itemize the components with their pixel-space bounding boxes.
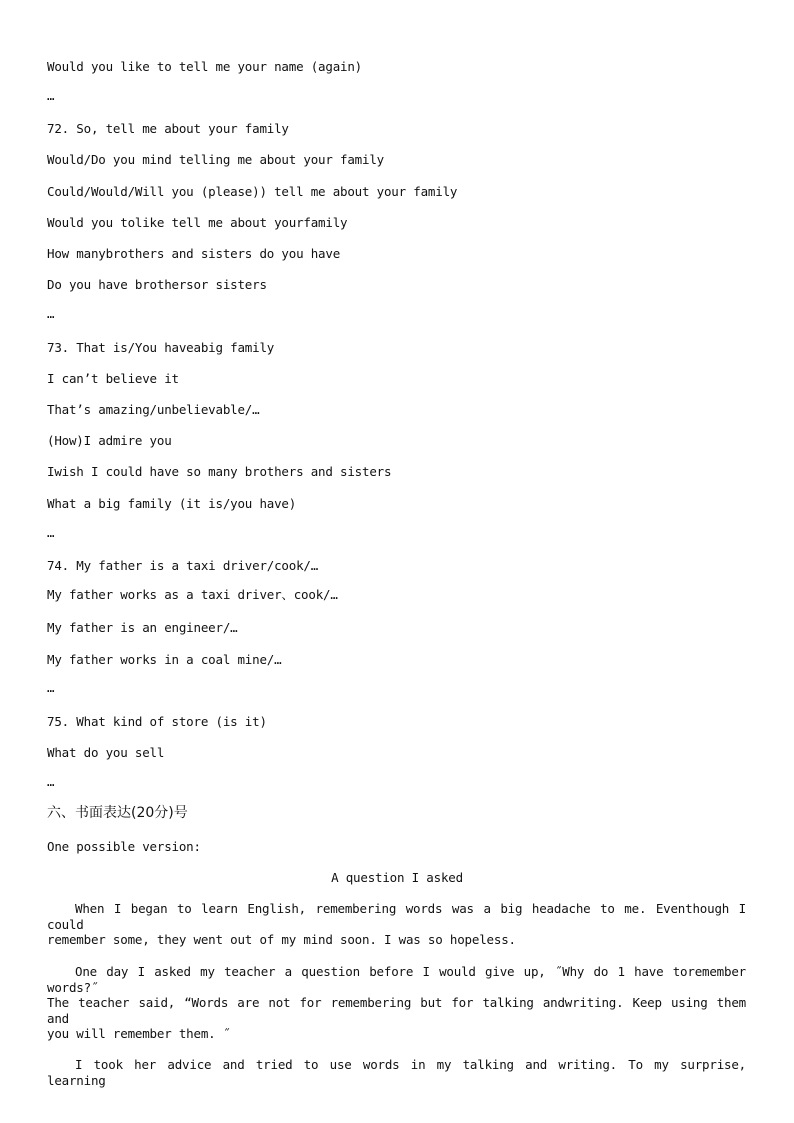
- essay-line: When I began to learn English, remembering words was a big headache to me. Eventhough I could: [47, 901, 746, 932]
- answer-line: Could/Would/Will you (please)) tell me about your family: [47, 184, 458, 199]
- answer-line: How manybrothers and sisters do you have: [47, 246, 341, 261]
- ellipsis-line: …: [47, 306, 55, 321]
- answer-line: Would/Do you mind telling me about your family: [47, 152, 384, 167]
- answer-line: 75. What kind of store (is it): [47, 714, 267, 729]
- essay-line: remember some, they went out of my mind soon. I was so hopeless.: [47, 932, 516, 947]
- answer-line: Would you tolike tell me about yourfamily: [47, 215, 348, 230]
- ellipsis-line: …: [47, 525, 55, 540]
- answer-line: I can’t believe it: [47, 371, 179, 386]
- essay-line: The teacher said, “Words are not for remembering but for talking andwriting. Keep using them and: [47, 995, 746, 1026]
- answer-line: What do you sell: [47, 745, 165, 760]
- answer-line: What a big family (it is/you have): [47, 496, 297, 511]
- answer-line: My father works as a taxi driver、cook/…: [47, 587, 338, 602]
- essay-title: A question I asked: [331, 870, 463, 885]
- answer-line: (How)I admire you: [47, 433, 172, 448]
- answer-line: Iwish I could have so many brothers and sisters: [47, 464, 392, 479]
- answer-line: Do you have brothersor sisters: [47, 277, 267, 292]
- answer-line: 74. My father is a taxi driver/cook/…: [47, 558, 319, 573]
- answer-line: My father is an engineer/…: [47, 620, 238, 635]
- version-label: One possible version:: [47, 839, 201, 854]
- ellipsis-line: …: [47, 774, 55, 789]
- ellipsis-line: …: [47, 88, 55, 103]
- essay-line: you will remember them. ˝: [47, 1026, 231, 1041]
- answer-line: My father works in a coal mine/…: [47, 652, 282, 667]
- answer-line: Would you like to tell me your name (again): [47, 59, 363, 74]
- answer-line: 73. That is/You haveabig family: [47, 340, 275, 355]
- answer-line: That’s amazing/unbelievable/…: [47, 402, 260, 417]
- essay-line: One day I asked my teacher a question before I would give up, ˝Why do 1 have toremember words?˝: [47, 964, 746, 995]
- section-heading: 六、书面表达(20分)号: [47, 805, 188, 821]
- essay-line: I took her advice and tried to use words in my talking and writing. To my surprise, learning: [47, 1057, 746, 1088]
- answer-line: 72. So, tell me about your family: [47, 121, 289, 136]
- ellipsis-line: …: [47, 680, 55, 695]
